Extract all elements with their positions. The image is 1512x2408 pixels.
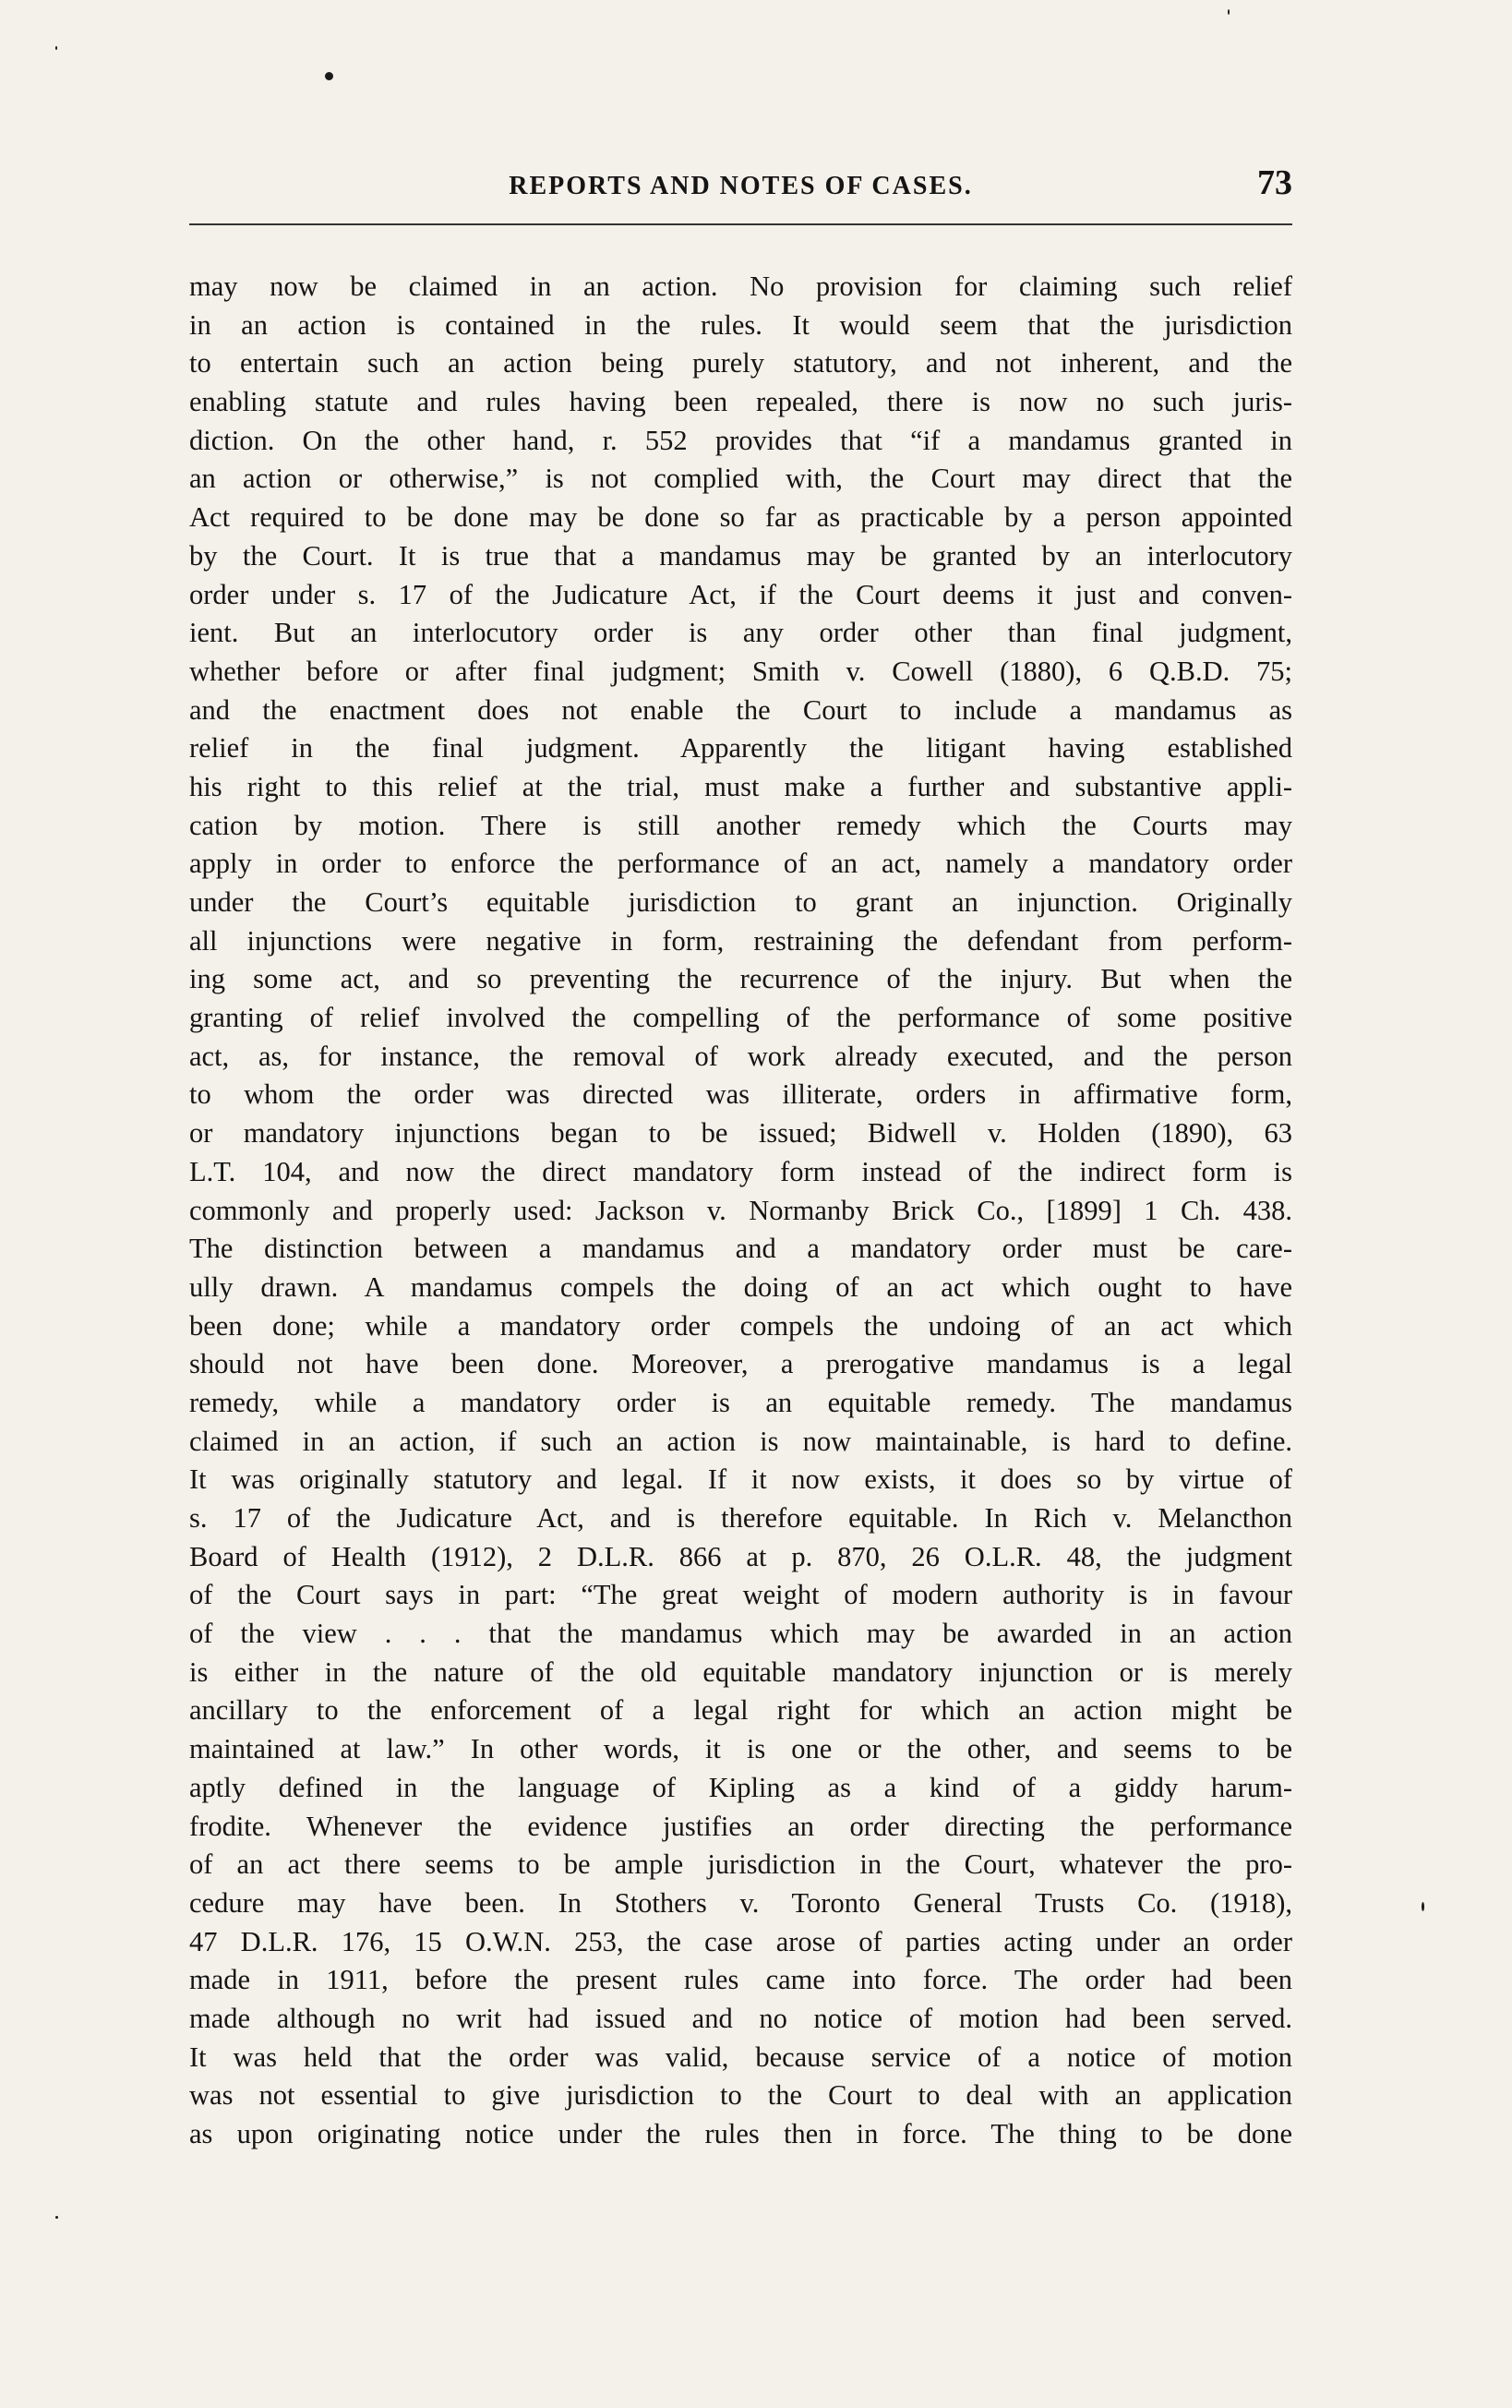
text-line: may now be claimed in an action. No provision for claiming such relief xyxy=(189,271,1292,302)
text-line: diction. On the other hand, r. 552 provides that “if a mandamus granted in xyxy=(189,424,1292,456)
text-line: under the Court’s equitable jurisdiction to grant an injunction. Originally xyxy=(189,886,1292,918)
page-header xyxy=(189,163,1292,218)
text-line: ing some act, and so preventing the recurrence of the injury. But when the xyxy=(189,963,1292,995)
text-line: made although no writ had issued and no notice of motion had been served. xyxy=(189,2002,1292,2034)
body-text xyxy=(189,268,1292,2154)
text-line: or mandatory injunctions began to be issued; Bidwell v. Holden (1890), 63 xyxy=(189,1117,1292,1150)
text-line: It was held that the order was valid, because service of a notice of motion xyxy=(189,2041,1292,2073)
scan-speck xyxy=(55,46,57,50)
running-head: REPORTS AND NOTES OF CASES. xyxy=(509,172,973,200)
text-line: ient. But an interlocutory order is any order other than final judgment, xyxy=(189,617,1292,649)
text-line: all injunctions were negative in form, restraining the defendant from perform- xyxy=(189,924,1292,957)
header-rule xyxy=(189,223,1292,225)
text-line: The distinction between a mandamus and a mandatory order must be care- xyxy=(189,1233,1292,1265)
text-line: cation by motion. There is still another remedy which the Courts may xyxy=(189,809,1292,841)
text-line: granting of relief involved the compelling of the performance of some positive xyxy=(189,1002,1292,1034)
text-line: should not have been done. Moreover, a prerogative mandamus is a legal xyxy=(189,1348,1292,1380)
scan-speck xyxy=(55,2216,58,2219)
text-line: Board of Health (1912), 2 D.L.R. 866 at p. 870, 26 O.L.R. 48, the judgment xyxy=(189,1540,1292,1572)
text-line: of the Court says in part: “The great weight of modern authority is in favour xyxy=(189,1579,1292,1611)
text-line: of the view . . . that the mandamus which may be awarded in an action xyxy=(189,1618,1292,1650)
text-line: is either in the nature of the old equitable mandatory injunction or is merely xyxy=(189,1656,1292,1688)
text-line: relief in the final judgment. Apparently the litigant having established xyxy=(189,732,1292,765)
text-line: 47 D.L.R. 176, 15 O.W.N. 253, the case arose of parties acting under an order xyxy=(189,1925,1292,1957)
text-line: as upon originating notice under the rules then in force. The thing to be done xyxy=(189,2118,1292,2149)
text-line: ancillary to the enforcement of a legal right for which an action might be xyxy=(189,1694,1292,1727)
text-line: and the enactment does not enable the Court to include a mandamus as xyxy=(189,693,1292,726)
scan-speck xyxy=(1422,1902,1424,1911)
text-line: s. 17 of the Judicature Act, and is therefore equitable. In Rich v. Melancthon xyxy=(189,1502,1292,1534)
text-line: in an action is contained in the rules. It would seem that the jurisdiction xyxy=(189,308,1292,341)
text-line: of an act there seems to be ample jurisdiction in the Court, whatever the pro- xyxy=(189,1848,1292,1881)
text-line: was not essential to give jurisdiction to the Court to deal with an application xyxy=(189,2079,1292,2112)
text-line: enabling statute and rules having been repealed, there is now no such juris- xyxy=(189,386,1292,418)
text-line: Act required to be done may be done so far as practicable by a person appointed xyxy=(189,501,1292,534)
page-number: 73 xyxy=(1257,163,1292,202)
text-line: maintained at law.” In other words, it is one or the other, and seems to be xyxy=(189,1733,1292,1765)
text-line: made in 1911, before the present rules came into force. The order had been xyxy=(189,1964,1292,1996)
text-line: an action or otherwise,” is not complied with, the Court may direct that the xyxy=(189,463,1292,495)
text-line: remedy, while a mandatory order is an equitable remedy. The mandamus xyxy=(189,1386,1292,1418)
text-line: his right to this relief at the trial, must make a further and substantive appli- xyxy=(189,770,1292,802)
text-line: L.T. 104, and now the direct mandatory form instead of the indirect form is xyxy=(189,1155,1292,1187)
text-line: aptly defined in the language of Kipling as a kind of a giddy harum- xyxy=(189,1771,1292,1803)
scan-speck xyxy=(1228,9,1230,15)
text-line: to entertain such an action being purely statutory, and not inherent, and the xyxy=(189,347,1292,379)
text-line: whether before or after final judgment; Smith v. Cowell (1880), 6 Q.B.D. 75; xyxy=(189,655,1292,687)
text-line: been done; while a mandatory order compels the undoing of an act which xyxy=(189,1309,1292,1342)
text-line: apply in order to enforce the performance of an act, namely a mandatory order xyxy=(189,848,1292,880)
text-line: cedure may have been. In Stothers v. Toronto General Trusts Co. (1918), xyxy=(189,1886,1292,1919)
text-line: to whom the order was directed was illiterate, orders in affirmative form, xyxy=(189,1078,1292,1111)
scan-speck xyxy=(325,72,333,80)
text-line: act, as, for instance, the removal of work already executed, and the person xyxy=(189,1040,1292,1072)
text-line: order under s. 17 of the Judicature Act, if the Court deems it just and conven- xyxy=(189,578,1292,610)
text-line: by the Court. It is true that a mandamus may be granted by an interlocutory xyxy=(189,539,1292,572)
text-line: ully drawn. A mandamus compels the doing of an act which ought to have xyxy=(189,1270,1292,1303)
text-line: claimed in an action, if such an action is now maintainable, is hard to define. xyxy=(189,1425,1292,1457)
text-line: commonly and properly used: Jackson v. Normanby Brick Co., [1899] 1 Ch. 438. xyxy=(189,1194,1292,1226)
text-line: It was originally statutory and legal. If it now exists, it does so by virtue of xyxy=(189,1463,1292,1496)
text-line: frodite. Whenever the evidence justifies an order directing the performance xyxy=(189,1810,1292,1842)
